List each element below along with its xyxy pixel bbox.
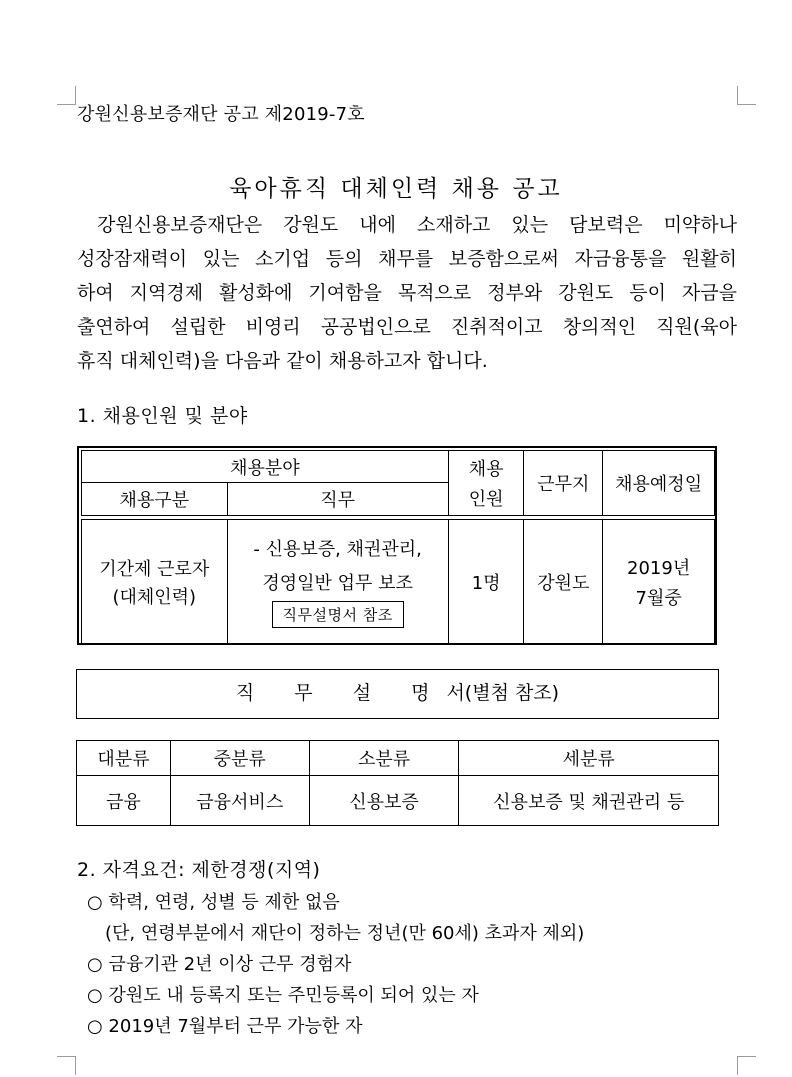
header-count-line: 인원 [468, 489, 504, 510]
job-description-title [76, 669, 719, 719]
value-minor: 신용보증 [309, 776, 459, 826]
header-duty: 직무 [227, 483, 448, 516]
value-detail: 신용보증 및 채권관리 등 [459, 776, 719, 826]
header-count-line: 채용 [468, 459, 504, 480]
intro-line: 강원신용보증재단은 강원도 내에 소재하고 있는 담보력은 미약하나 [97, 214, 737, 236]
requirement-note: (단, 연령부분에서 재단이 정하는 정년(만 60세) 초과자 제외) [105, 923, 585, 944]
header-date: 채용예정일 [603, 451, 715, 516]
recruitment-table-frame [77, 446, 717, 645]
page-title: 육아휴직 대체인력 채용 공고 [229, 176, 563, 202]
row-duty-line: 경영일반 업무 보조 [262, 573, 413, 594]
requirement-item: ○ 2019년 7월부터 근무 가능한 자 [87, 1016, 363, 1037]
row-location: 강원도 [524, 520, 603, 644]
row-duty-line: - 신용보증, 채권관리, [253, 539, 422, 560]
header-field: 채용분야 [82, 451, 449, 483]
section-2-heading: 2. 자격요건: 제한경쟁(지역) [77, 859, 321, 881]
header-detail: 세분류 [459, 741, 719, 776]
intro-line: 출연하여 설립한 비영리 공공법인으로 진취적이고 창의적인 직원(육아 [77, 316, 737, 338]
row-category-line: 기간제 근로자 [99, 558, 210, 580]
notice-number: 강원신용보증재단 공고 제2019-7호 [77, 104, 365, 125]
crop-mark-top-left [57, 86, 76, 105]
row-count: 1명 [448, 520, 524, 644]
header-count [448, 451, 524, 516]
row-date [603, 520, 715, 644]
row-date-line: 2019년 [627, 557, 691, 579]
requirements-list [87, 887, 584, 1042]
header-location: 근무지 [524, 451, 603, 516]
intro-line: 성장잠재력이 있는 소기업 등의 채무를 보증함으로써 자금융통을 원활히 [77, 248, 737, 270]
row-date-line: 7월중 [635, 587, 682, 609]
intro-paragraph [77, 208, 737, 378]
requirement-item: ○ 학력, 연령, 성별 등 제한 없음 [87, 892, 340, 913]
requirement-item: ○ 금융기관 2년 이상 근무 경험자 [87, 954, 352, 975]
header-middle: 중분류 [170, 741, 309, 776]
row-category [82, 520, 228, 644]
header-category: 채용구분 [82, 483, 228, 516]
intro-line: 휴직 대체인력)을 다음과 같이 채용하고자 합니다. [77, 350, 488, 372]
intro-line: 하여 지역경제 활성화에 기여함을 목적으로 정부와 강원도 등이 자금을 [77, 282, 737, 304]
crop-mark-top-right [737, 86, 756, 105]
classification-table [76, 740, 719, 826]
job-description-title-spaced: 직 무 설 명 [235, 682, 447, 704]
duty-reference-box: 직무설명서 참조 [272, 601, 404, 628]
requirement-item: ○ 강원도 내 등록지 또는 주민등록이 되어 있는 자 [87, 985, 479, 1006]
crop-mark-bottom-left [57, 1056, 76, 1075]
header-minor: 소분류 [309, 741, 459, 776]
value-major: 금융 [77, 776, 171, 826]
recruitment-table [81, 450, 715, 644]
row-duty [227, 520, 448, 644]
header-major: 대분류 [77, 741, 171, 776]
value-middle: 금융서비스 [170, 776, 309, 826]
job-description-title-rest: 서(별첨 참조) [446, 682, 560, 704]
crop-mark-bottom-right [737, 1056, 756, 1075]
row-category-line: (대체인력) [112, 586, 197, 608]
section-1-heading: 1. 채용인원 및 분야 [77, 405, 248, 427]
